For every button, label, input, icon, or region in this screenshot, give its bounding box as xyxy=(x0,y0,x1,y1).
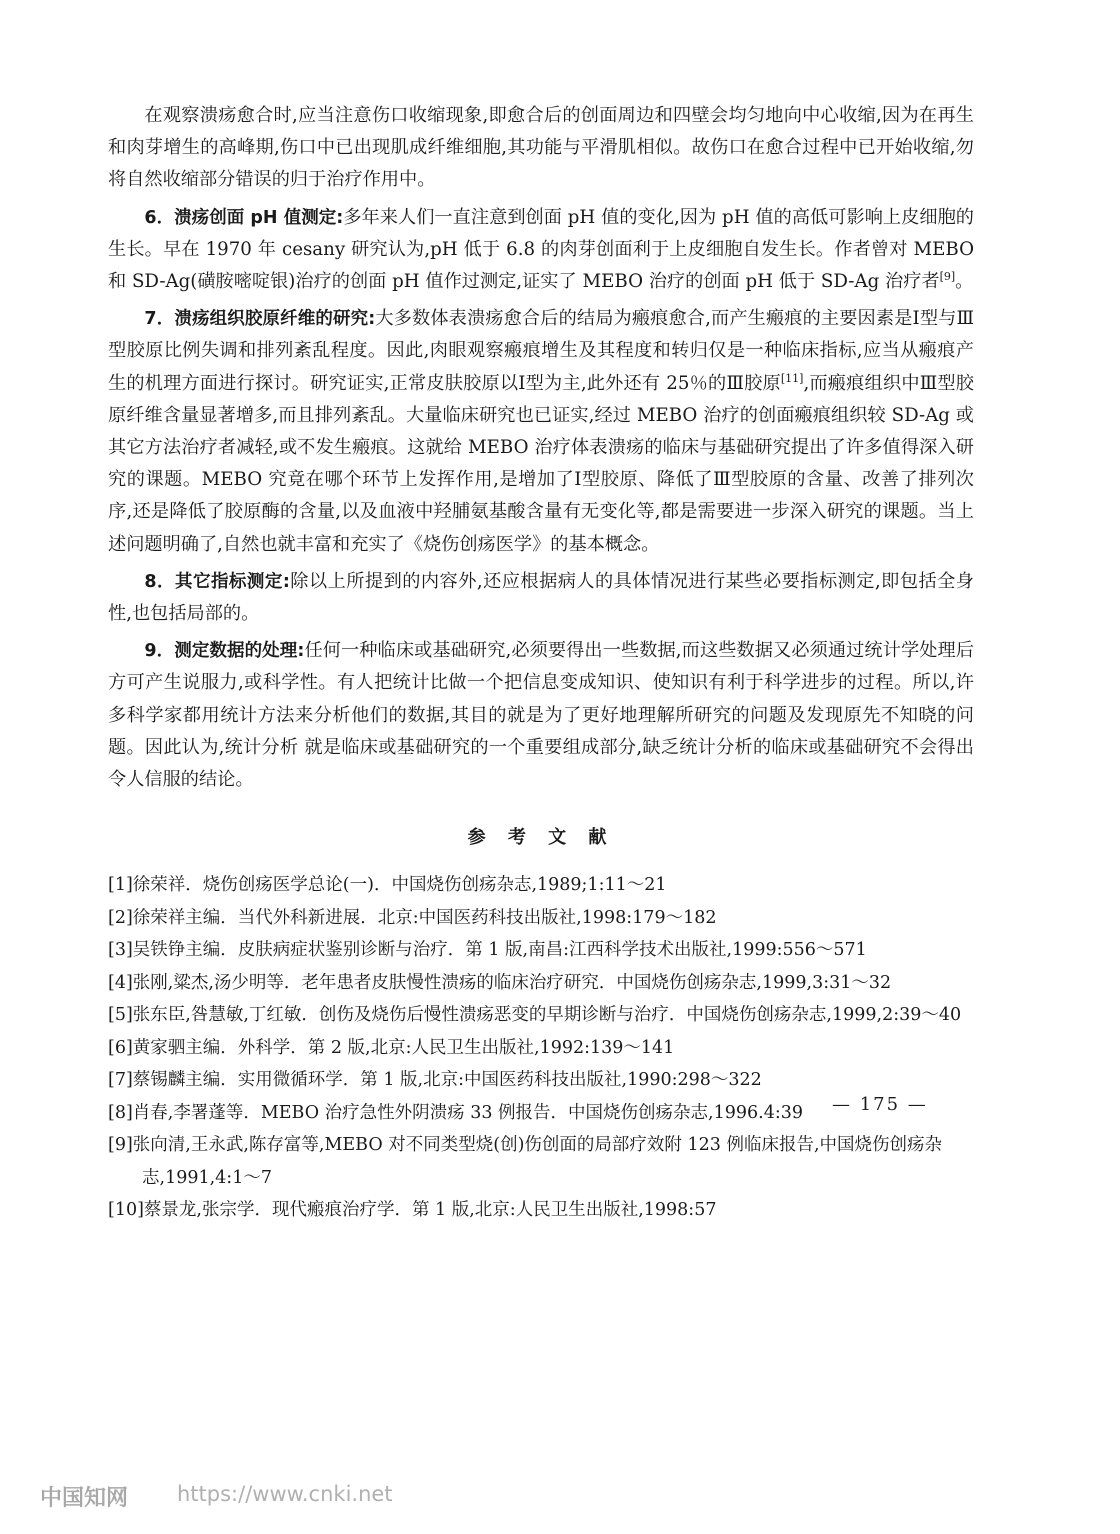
citation-marker: [11] xyxy=(780,371,804,385)
paragraph-wound-contraction xyxy=(108,100,974,197)
paragraph-text: 在观察溃疡愈合时,应当注意伤口收缩现象,即愈合后的创面周边和四壁会均匀地向中心收缩,因为在再生和肉芽增生的高峰期,伤口中已出现肌成纤维细胞,其功能与平滑肌相似。故伤口在愈合过程中已开始收缩,勿将自然收缩部分错误的归于治疗作用中。 xyxy=(108,105,974,191)
reference-item: [6]黄家驷主编．外科学．第 2 版,北京:人民卫生出版社,1992:139～141 xyxy=(108,1037,675,1058)
reference-item: [4]张刚,粱杰,汤少明等．老年患者皮肤慢性溃疡的临床治疗研究．中国烧伤创疡杂志,1999,3:31～32 xyxy=(108,972,892,993)
paragraph-collagen-research xyxy=(108,303,974,561)
paragraph-heading: 7．溃疡组织胶原纤维的研究: xyxy=(144,309,376,330)
page-number: — 175 — xyxy=(832,1094,928,1115)
reference-item: [2]徐荣祥主编．当代外科新进展．北京:中国医药科技出版社,1998:179～182 xyxy=(108,907,717,928)
paragraph-text-end: 。 xyxy=(955,271,974,293)
paragraph-heading: 8．其它指标测定: xyxy=(144,571,290,592)
paragraph-heading: 9．测定数据的处理: xyxy=(144,641,305,662)
paragraph-text-end: ,而瘢痕组织中Ⅲ型胶原纤维含量显著增多,而且排列紊乱。大量临床研究也已证实,经过 MEBO 治疗的创面瘢痕组织较 SD-Ag 或其它方法治疗者减轻,或不发生瘢痕。这就给 MEBO 治疗体表溃疡的临床与基础研究提出了许多值得深入研究的课题。MEBO 究竟在哪个环节上发挥作用,是增加了Ⅰ型胶原、降低了Ⅲ型胶原的含量、改善了排列次序,还是降低了胶原酶的含量,以及血液中羟脯氨基酸含量有无变化等,都是需要进一步深入研究的课题。当上述问题明确了,自然也就丰富和充实了《烧伤创疡医学》的基本概念。 xyxy=(108,372,974,555)
paragraph-heading: 6．溃疡创面 pH 值测定: xyxy=(144,207,344,228)
citation-marker: [9] xyxy=(939,270,956,284)
reference-item: [5]张东臣,咎慧敏,丁红敏．创伤及烧伤后慢性溃疡恶变的早期诊断与治疗．中国烧伤创疡杂志,1999,2:39～40 xyxy=(108,1005,962,1026)
reference-item: [10]蔡景龙,张宗学．现代瘢痕治疗学．第 1 版,北京:人民卫生出版社,1998:57 xyxy=(108,1200,717,1221)
paragraph-text: 大多数体表溃疡愈合后的结局为瘢痕愈合,而产生瘢痕的主要因素是Ⅰ型与Ⅲ型胶原比例失调和排列紊乱程度。因此,肉眼观察瘢痕增生及其程度和转归仅是一种临床指标,应当从瘢痕产生的机理方面进行探讨。研究证实,正常皮肤胶原以Ⅰ型为主,此外还有 25％的Ⅲ胶原 xyxy=(108,308,974,394)
paragraph-text: 除以上所提到的内容外,还应根据病人的具体情况进行某些必要指标测定,即包括全身性,也包括局部的。 xyxy=(108,570,974,625)
paragraph-text: 任何一种临床或基础研究,必须要得出一些数据,而这些数据又必须通过统计学处理后方可产生说服力,或科学性。有人把统计比做一个把信息变成知识、使知识有利于科学进步的过程。所以,许多科学家都用统计方法来分析他们的数据,其目的就是为了更好地理解所研究的问题及发现原先不知晓的问题。因此认为,统计分析 就是临床或基础研究的一个重要组成部分,缺乏统计分析的临床或基础研究不会得出令人信服的结论。 xyxy=(108,640,974,791)
paragraph-text: 多年来人们一直注意到创面 pH 值的变化,因为 pH 值的高低可影响上皮细胞的生长。早在 1970 年 cesany 研究认为,pH 低于 6.8 的肉芽创面利于上皮细胞自发生长。作者曾对 MEBO 和 SD-Ag(磺胺嘧啶银)治疗的创面 pH 值作过测定,证实了 MEBO 治疗的创面 pH 低于 SD-Ag 治疗者 xyxy=(108,206,974,293)
paragraph-ph-measurement xyxy=(108,202,974,299)
reference-item: [8]肖春,李署蓬等．MEBO 治疗急性外阴溃疡 33 例报告．中国烧伤创疡杂志,1996.4:39 xyxy=(108,1102,803,1123)
references-heading: 参 考 文 献 xyxy=(467,827,615,849)
reference-item: [7]蔡锡麟主编．实用微循环学．第 1 版,北京:中国医药科技出版社,1990:298～322 xyxy=(108,1070,762,1091)
paragraph-data-processing xyxy=(108,635,974,796)
reference-item: [9]张向清,王永武,陈存富等,MEBO 对不同类型烧(创)伤创面的局部疗效附 123 例临床报告,中国烧伤创疡杂志,1991,4:1～7 xyxy=(108,1135,943,1188)
page-body xyxy=(108,100,974,1227)
paragraph-other-indicators xyxy=(108,566,974,630)
reference-item: [1]徐荣祥．烧伤创疡医学总论(一)．中国烧伤创疡杂志,1989;1:11～21 xyxy=(108,875,667,896)
cnki-logo: 中国知网 xyxy=(40,1486,129,1511)
references-list xyxy=(108,869,974,1227)
cnki-url-link[interactable]: https://www.cnki.net xyxy=(177,1482,393,1506)
reference-item: [3]吴铁铮主编．皮肤病症状鉴别诊断与治疗．第 1 版,南昌:江西科学技术出版社,1999:556～571 xyxy=(108,940,867,961)
